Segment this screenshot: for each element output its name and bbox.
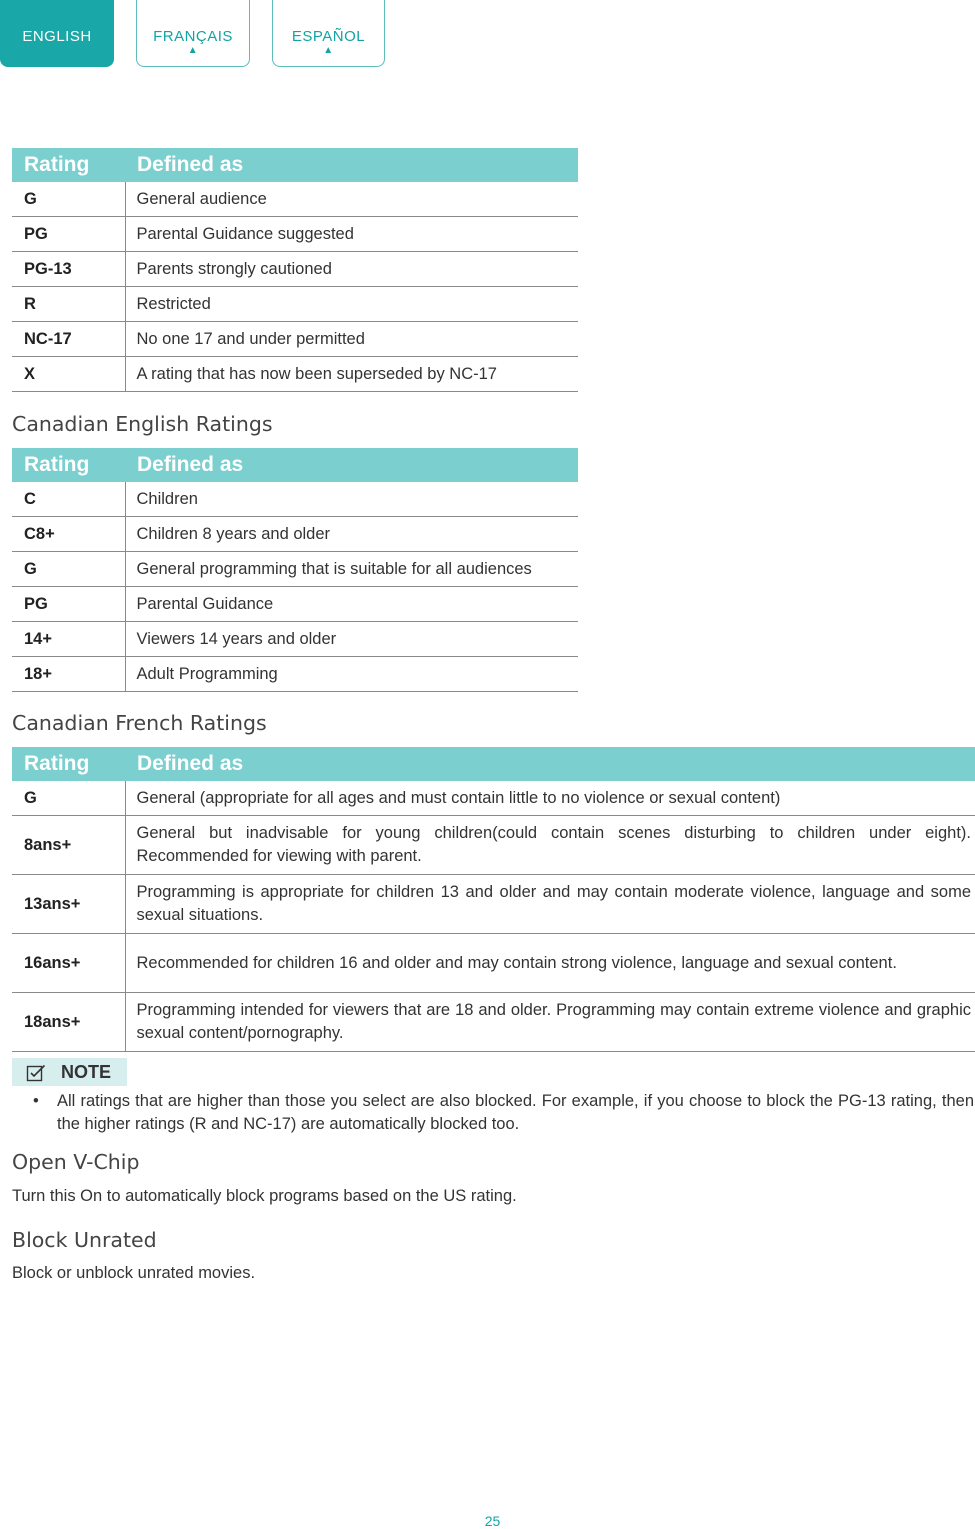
tab-francais[interactable] [136,0,250,67]
page-number: 25 [484,1513,501,1529]
bullet-icon: • [33,1092,39,1110]
tab-espanol-label: ESPAÑOL [291,28,366,45]
rating-code: NC-17 [12,322,125,357]
table-row [12,622,578,657]
rating-code: R [12,287,125,322]
rating-code: 8ans+ [12,816,125,875]
tab-francais-label: FRANÇAIS [153,28,233,45]
rating-code: C8+ [12,517,125,552]
rating-code: 16ans+ [12,934,125,993]
rating-code: X [12,357,125,392]
rating-code: 13ans+ [12,875,125,934]
rating-definition: Parental Guidance [125,587,578,622]
rating-code: 18+ [12,657,125,692]
rating-definition: Children [125,482,578,517]
rating-definition: Adult Programming [125,657,578,692]
canadian-french-ratings-table [12,747,975,1052]
rating-definition: A rating that has now been superseded by NC-17 [125,357,578,392]
defined-as-column-header: Defined as [125,148,578,182]
table-row [12,657,578,692]
rating-code: G [12,781,125,816]
defined-as-column-header: Defined as [125,448,578,482]
table-row [12,993,975,1052]
note-list [12,1090,974,1136]
rating-code: G [12,552,125,587]
table-row [12,322,578,357]
table-row [12,182,578,217]
rating-definition: Parents strongly cautioned [125,252,578,287]
rating-code: 14+ [12,622,125,657]
rating-code: G [12,182,125,217]
note-edit-icon [26,1063,46,1083]
rating-code: PG [12,587,125,622]
table-row [12,517,578,552]
block-unrated-description: Block or unblock unrated movies. [12,1264,256,1282]
rating-definition: Children 8 years and older [125,517,578,552]
tab-espanol[interactable] [272,0,385,67]
canadian-french-title: Canadian French Ratings [12,711,267,735]
table-header-row [12,747,975,781]
table-row [12,781,975,816]
defined-as-column-header: Defined as [125,747,975,781]
rating-definition: General (appropriate for all ages and must contain little to no violence or sexual content) [125,781,975,816]
rating-definition: General audience [125,182,578,217]
rating-code: C [12,482,125,517]
rating-column-header: Rating [12,448,125,482]
rating-definition: Viewers 14 years and older [125,622,578,657]
note-label: NOTE [61,1062,112,1082]
rating-definition: Programming intended for viewers that are 18 and older. Programming may contain extreme violence and graphic sexual content/pornography. [125,993,975,1052]
open-v-chip-description: Turn this On to automatically block programs based on the US rating. [12,1187,517,1205]
canadian-english-title: Canadian English Ratings [12,412,273,436]
rating-definition: Recommended for children 16 and older and may contain strong violence, language and sexual content. [125,934,975,993]
table-row [12,217,578,252]
rating-code: PG-13 [12,252,125,287]
table-row [12,934,975,993]
rating-definition: Parental Guidance suggested [125,217,578,252]
table-row [12,287,578,322]
table-header-row [12,448,578,482]
rating-definition: General but inadvisable for young children(could contain scenes disturbing to children under eight). Recommended for viewing with parent. [125,816,975,875]
rating-definition: General programming that is suitable for all audiences [125,552,578,587]
table-row [12,252,578,287]
table-row [12,816,975,875]
us-ratings-table [12,148,578,392]
rating-code: PG [12,217,125,252]
block-unrated-title: Block Unrated [12,1228,157,1252]
triangle-up-icon: ▲ [323,45,334,56]
list-item [12,1090,974,1136]
table-row [12,552,578,587]
table-row [12,875,975,934]
rating-definition: No one 17 and under permitted [125,322,578,357]
rating-column-header: Rating [12,148,125,182]
note-badge [12,1058,127,1086]
canadian-english-ratings-table [12,448,578,692]
language-tabs [0,0,400,68]
rating-column-header: Rating [12,747,125,781]
rating-code: 18ans+ [12,993,125,1052]
tab-english[interactable] [0,0,114,67]
rating-definition: Programming is appropriate for children 13 and older and may contain moderate violence, language and some sexual situations. [125,875,975,934]
note-item-text: All ratings that are higher than those you select are also blocked. For example, if you choose to block the PG-13 rating, then the higher ratings (R and NC-17) are automatically blocked too. [57,1092,974,1133]
rating-definition: Restricted [125,287,578,322]
tab-english-label: ENGLISH [22,28,92,45]
triangle-up-icon: ▲ [187,45,199,56]
table-row [12,587,578,622]
table-row [12,482,578,517]
table-header-row [12,148,578,182]
open-v-chip-title: Open V-Chip [12,1150,140,1174]
table-row [12,357,578,392]
